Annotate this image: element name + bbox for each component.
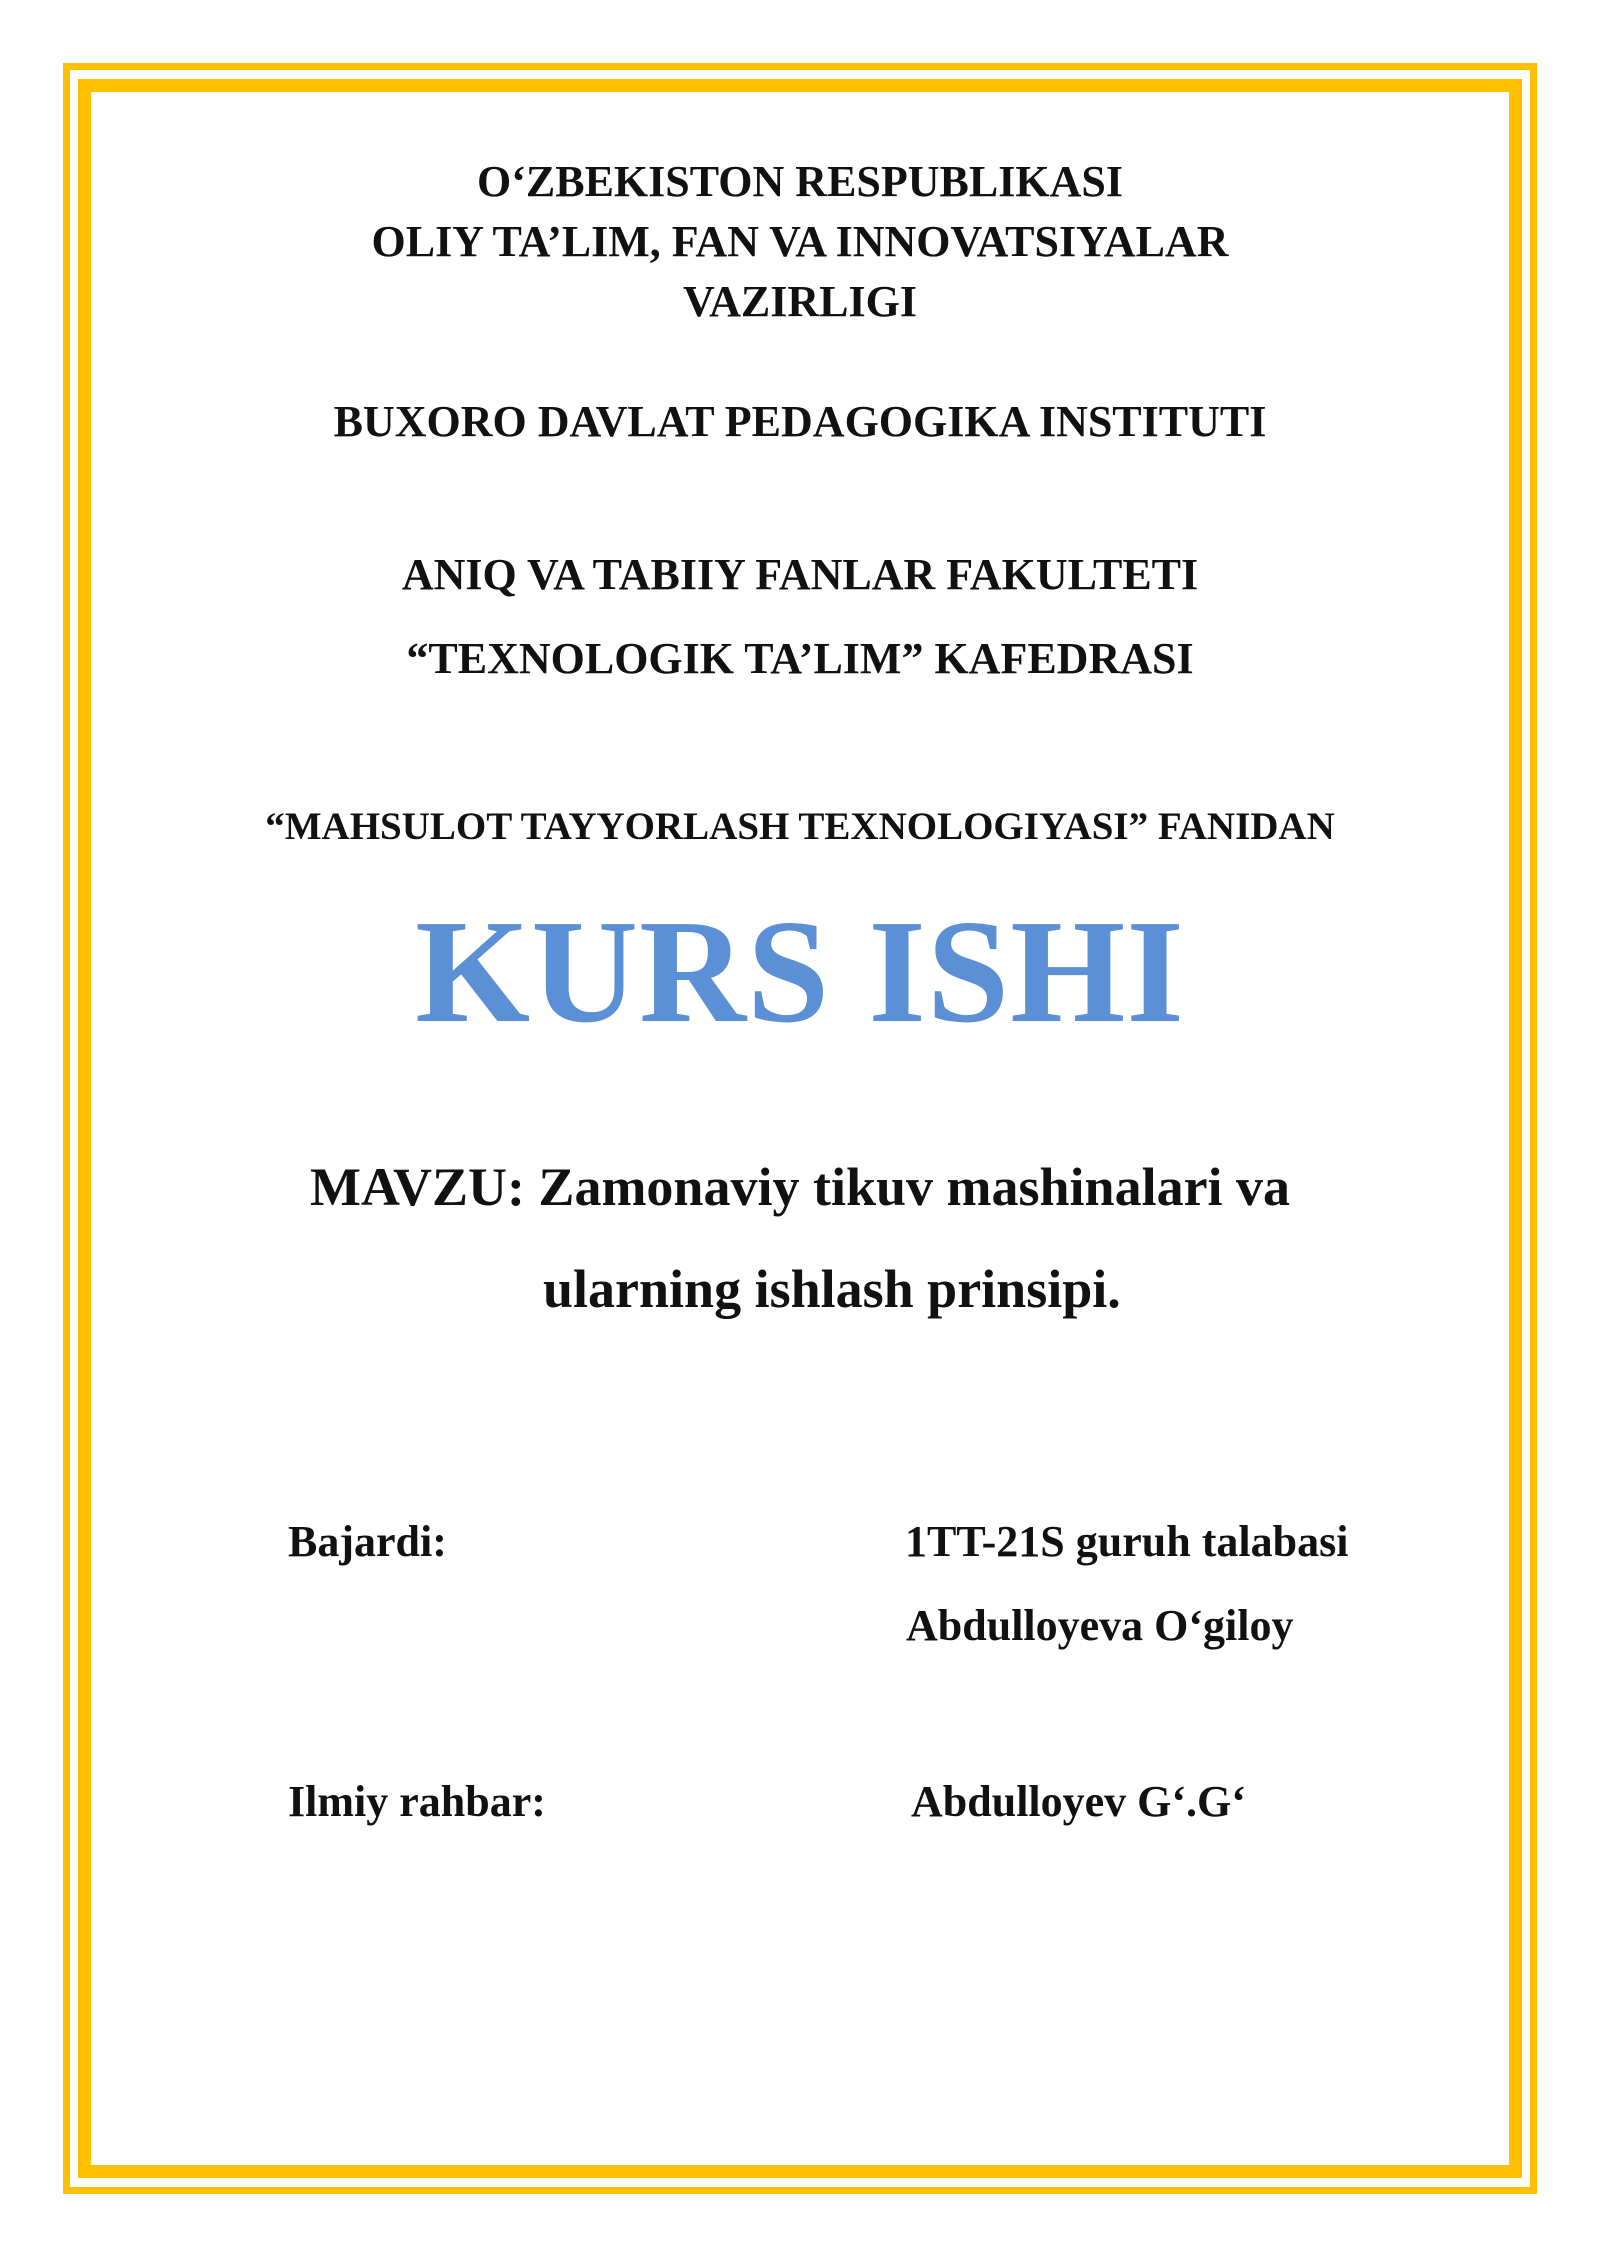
document-title: KURS ISHI bbox=[415, 890, 1185, 1054]
department-name: “TEXNOLOGIK TA’LIM” KAFEDRASI bbox=[406, 634, 1194, 683]
institute-name: BUXORO DAVLAT PEDAGOGIKA INSTITUTI bbox=[333, 397, 1267, 446]
topic-line-2: ularning ishlash prinsipi. bbox=[543, 1259, 1121, 1319]
faculty-name: ANIQ VA TABIIY FANLAR FAKULTETI bbox=[401, 550, 1199, 599]
ministry-line-3: VAZIRLIGI bbox=[683, 277, 917, 326]
student-name: Abdulloyeva O‘giloy bbox=[906, 1601, 1294, 1650]
ministry-line-2: OLIY TA’LIM, FAN VA INNOVATSIYALAR bbox=[371, 217, 1229, 266]
subject-line: “MAHSULOT TAYYORLASH TEXNOLOGIYASI” FANIDAN bbox=[265, 805, 1335, 848]
topic-line-1: MAVZU: Zamonaviy tikuv mashinalari va bbox=[309, 1157, 1291, 1217]
student-group: 1TT-21S guruh talabasi bbox=[905, 1517, 1349, 1566]
page-border-inner bbox=[78, 79, 1522, 2178]
supervisor-name: Abdulloyev G‘.G‘ bbox=[911, 1777, 1246, 1826]
ministry-line-1: O‘ZBEKISTON RESPUBLIKASI bbox=[477, 157, 1123, 206]
performed-label: Bajardi: bbox=[288, 1517, 447, 1566]
supervisor-label: Ilmiy rahbar: bbox=[288, 1777, 546, 1826]
